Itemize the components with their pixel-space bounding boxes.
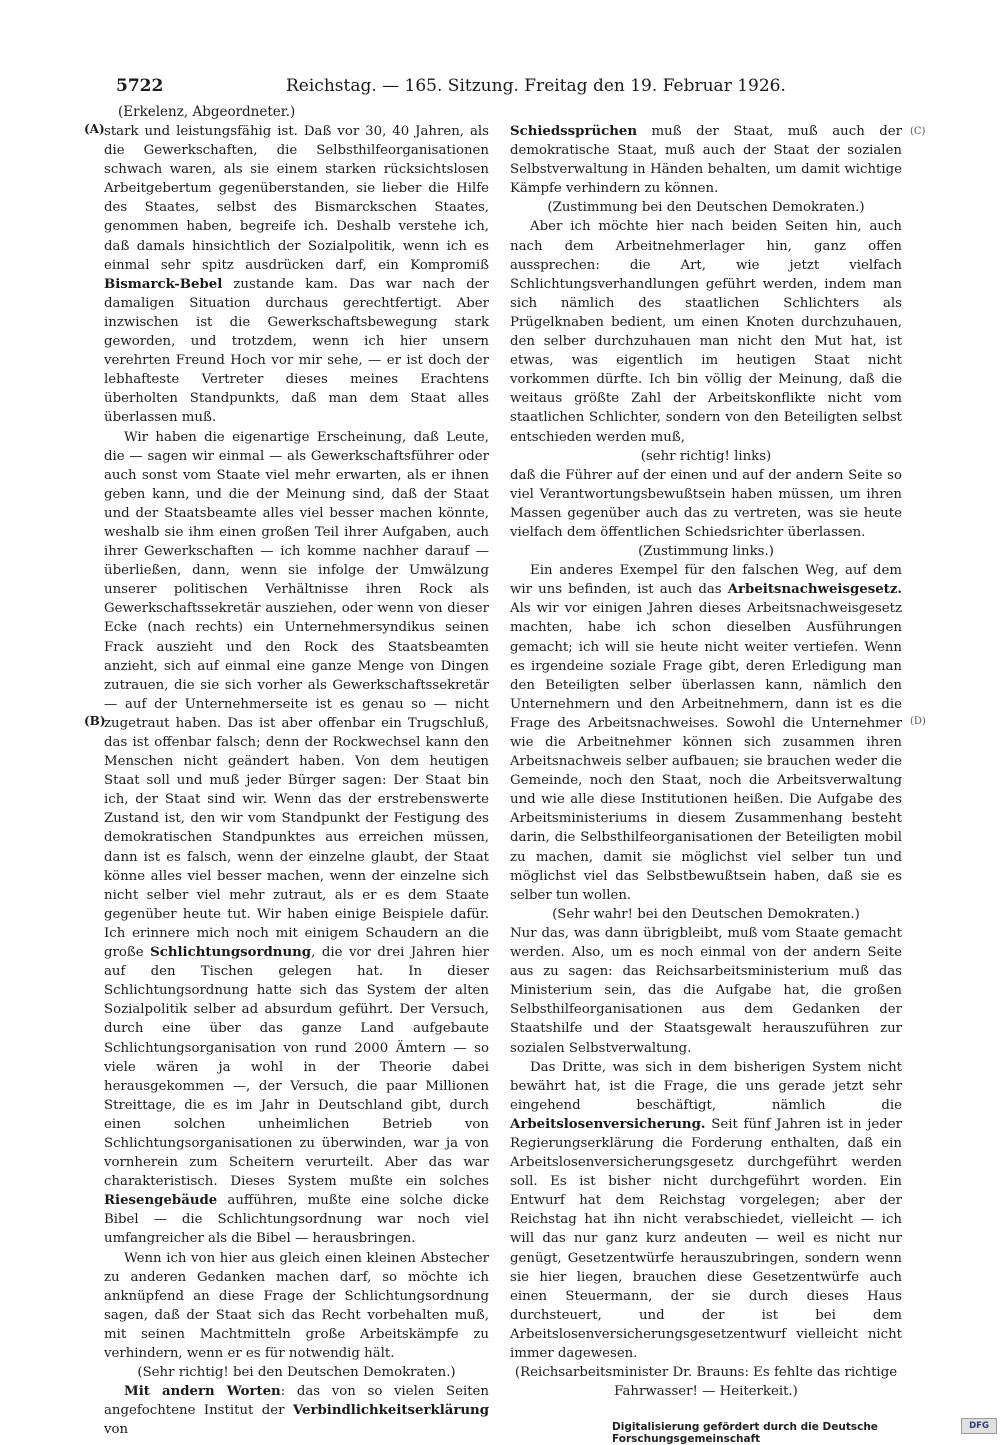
interjection: (sehr richtig! links) [640,448,772,464]
paragraph: Ein anderes Exempel für den falschen Weg, auf dem wir uns befinden, ist auch das Arbeitsnachweisgesetz. Als wir vor einigen Jahren dieses Arbeitsnachweisgesetz machten, habe ich schon dieselben Ausführungen gemacht; ich will sie heute nicht weiter vertiefen. Wenn es irgendeine soziale Frage gibt, deren Erledigung man den Beteiligten selber überlassen kann, nämlich den Unternehmern und den Arbeitnehmern, dann ist es die Frage des Arbeitsnachweises. Sowohl die Unternehmer wie die Arbeitnehmer können sich zusammen ihren Arbeitsnachweis selber aufbauen; sie brauchen weder die Gemeinde, noch den Staat, noch die Arbeitsverwaltung und wie alle diese Institutionen heißen. Die Aufgabe des Arbeitsministeriums in diesem Zusammenhang besteht darin, die Selbsthilfeorganisationen der Beteiligten mobil zu machen, damit sie möglichst viel selber tun und möglichst viel das Selbstbewußtsein haben, daß sie es selber tun wollen. [510,563,902,903]
digitization-credit: Digitalisierung gefördert durch die Deutsche Forschungsgemeinschaft [612,1421,878,1445]
paragraph: Schiedssprüchen muß der Staat, muß auch der demokratische Staat, muß auch der Staat der sozialen Selbstverwaltung in Händen behalten, um damit wichtige Kämpfe verhindern zu können. [510,124,902,197]
dfg-logo: DFG [961,1418,997,1434]
paragraph: daß die Führer auf der einen und auf der andern Seite so viel Verantwortungsbewußtsein haben müssen, um ihren Massen gegenüber auch das zu vertreten, was sie heute vielfach dem öffentlichen Schiedsrichter überlassen. [510,467,902,540]
paragraph: Aber ich möchte hier nach beiden Seiten hin, auch nach dem Arbeitnehmerlager hin, ganz offen aussprechen: die Art, wie jetzt vielfach Schlichtungsverhandlungen geführt werden, indem man sich nämlich des staatlichen Schlichters als Prügelknaben bedient, um einen Knoten durchzuhauen, den selber durchzuhauen man nicht den Mut hat, ist etwas, was eigentlich im heutigen Staat nicht vorkommen dürfte. Ich bin völlig der Meinung, daß die weitaus größte Zahl der Arbeitskonflikte nicht vom staatlichen Schlichter, sondern von den Beteiligten selbst entschieden werden muß, [510,219,902,445]
interjection: (Sehr wahr! bei den Deutschen Demokraten.) [552,906,860,922]
paragraph: Mit andern Worten: das von so vielen Seiten angefochtene Institut der Verbindlichkeitserklärung von [104,1384,489,1438]
page-number: 5722 [116,76,164,96]
interjection: (Zustimmung bei den Deutschen Demokraten.) [547,200,865,216]
right-column [510,122,902,1401]
interjection: (Zustimmung links.) [638,544,774,560]
margin-mark-d: (D) [910,716,926,727]
margin-mark-a: (A) [84,122,105,136]
interjection: (Sehr richtig! bei den Deutschen Demokraten.) [137,1365,456,1381]
page-header [116,76,786,100]
paragraph: Nur das, was dann übrigbleibt, muß vom Staate gemacht werden. Also, um es noch einmal von der andern Seite aus zu sagen: das Reichsarbeitsministerium muß das Ministerium sein, das die Aufgabe hat, die großen Selbsthilfeorganisationen aus dem Gedanken der Staatshilfe und der Staatsgewalt herauszuführen zur sozialen Selbstverwaltung. [510,925,902,1056]
margin-mark-b: (B) [84,714,106,728]
margin-mark-c: (C) [910,126,926,137]
paragraph: Wenn ich von hier aus gleich einen kleinen Abstecher zu anderen Gedanken machen darf, so möchte ich anknüpfend an diese Frage der Schlichtungsordnung sagen, daß der Staat sich das Recht vorbehalten muß, mit seinen Machtmitteln große Arbeitskämpfe zu verhindern, wenn er es für notwendig hält. [104,1250,489,1361]
interjection: (Reichsarbeitsminister Dr. Brauns: Es fehlte das richtige Fahrwasser! — Heiterkeit.) [514,1365,898,1400]
speaker-label: (Erkelenz, Abgeordneter.) [118,104,296,120]
left-column [104,122,489,1439]
paragraph: stark und leistungsfähig ist. Daß vor 30, 40 Jahren, als die Gewerkschaften, die Selbsthilfeorganisationen schwach waren, als sie einem starken rücksichtslosen Arbeitgebertum gegenüberstanden, sie lieber die Hilfe des Staates, selbst des Bismarckschen Staates, genommen haben, begreife ich. Deshalb verstehe ich, daß damals hinsichtlich der Sozialpolitik, wenn ich es einmal sehr spitz ausdrücken darf, ein Kompromiß Bismarck-Bebel zustande kam. Das war nach der damaligen Situation durchaus gerechtfertigt. Aber inzwischen ist die Gewerkschaftsbewegung stark geworden, und trotzdem, wenn ich hier unsern verehrten Freund Hoch vor mir sehe, — er ist doch der lebhafteste Vertreter dieses meines Erachtens überholten Standpunkts, daß man dem Staat alles überlassen muß. [104,124,489,426]
paragraph: Das Dritte, was sich in dem bisherigen System nicht bewährt hat, ist die Frage, die uns gerade jetzt sehr eingehend beschäftigt, nämlich die Arbeitslosenversicherung. Seit fünf Jahren ist in jeder Regierungserklärung die Forderung enthalten, daß ein Arbeitslosenversicherungsgesetz durchgeführt werden soll. Es ist bisher nicht durchgeführt worden. Ein Entwurf hat dem Reichstag vorgelegen; aber der Reichstag hat ihn nicht verabschiedet, vielleicht — ich will das nur ganz kurz andeuten — weil es nicht nur genügt, Gesetzentwürfe herauszubringen, sondern wenn sie hier liegen, brauchen diese Gesetzentwürfe auch einen Steuermann, der sie durch dieses Haus durchsteuert, und der ist bei dem Arbeitslosenversicherungsgesetzentwurf vielleicht nicht immer dagewesen. [510,1059,902,1361]
paragraph: Wir haben die eigenartige Erscheinung, daß Leute, die — sagen wir einmal — als Gewerkschaftsführer oder auch sonst vom Staate viel mehr erwarten, als er ihnen geben kann, und die der Meinung sind, daß der Staat und der Staatsbeamte alles viel besser machen könnte, weshalb sie ihm einen großen Teil ihrer Aufgaben, auch ihrer Gewerkschaften — ich komme nachher darauf — überließen, dann, wenn sie infolge der Umwälzung unserer politischen Verhältnisse ihren Rock als Gewerkschaftssekretär ausziehen, oder wenn von dieser Ecke (nach rechts) ein Unternehmersyndikus seinen Frack auszieht und den Rock des Staatsbeamten anzieht, sich auf einmal eine ganze Menge von Dingen zutrauen, die sie sich vorher als Gewerkschaftssekretär — auf der Unternehmerseite ist es genau so — nicht zugetraut haben. Das ist aber offenbar ein Trugschluß, das ist offenbar falsch; denn der Rockwechsel kann den Menschen nicht geändert haben. Von dem heutigen Staat soll und muß jeder Bürger sagen: Der Staat bin ich, der Staat sind wir. Wenn das der erstrebenswerte Zustand ist, den wir vom Standpunkt der Festigung des demokratischen Standpunktes aus erreichen müssen, dann ist es falsch, wenn der einzelne glaubt, der Staat könne alles viel besser machen, wenn der einzelne sich nicht selber viel mehr zutraut, als er es dem Staate gegenüber heute tut. Wir haben einige Beispiele dafür. Ich erinnere mich noch mit einigem Schaudern an die große Schlichtungsordnung, die vor drei Jahren hier auf den Tischen gelegen hat. In dieser Schlichtungsordnung hatte sich das System der alten Sozialpolitik selber ad absurdum geführt. Der Versuch, durch eine über das ganze Land aufgebaute Schlichtungsorganisation von rund 2000 Ämtern — so viele wären ja wohl in der Theorie dabei herausgekommen —, der Versuch, die paar Millionen Streittage, die es im Jahr in Deutschland gibt, durch einen solchen unheimlichen Betrieb von Schlichtungsorganisationen zu überwinden, war ja von vornherein zum Scheitern verurteilt. Aber das war charakteristisch. Dieses System mußte ein solches Riesengebäude aufführen, mußte eine solche dicke Bibel — die Schlichtungsordnung war noch viel umfangreicher als die Bibel — herausbringen. [104,429,489,1247]
running-title: Reichstag. — 165. Sitzung. Freitag den 19. Februar 1926. [286,76,786,96]
